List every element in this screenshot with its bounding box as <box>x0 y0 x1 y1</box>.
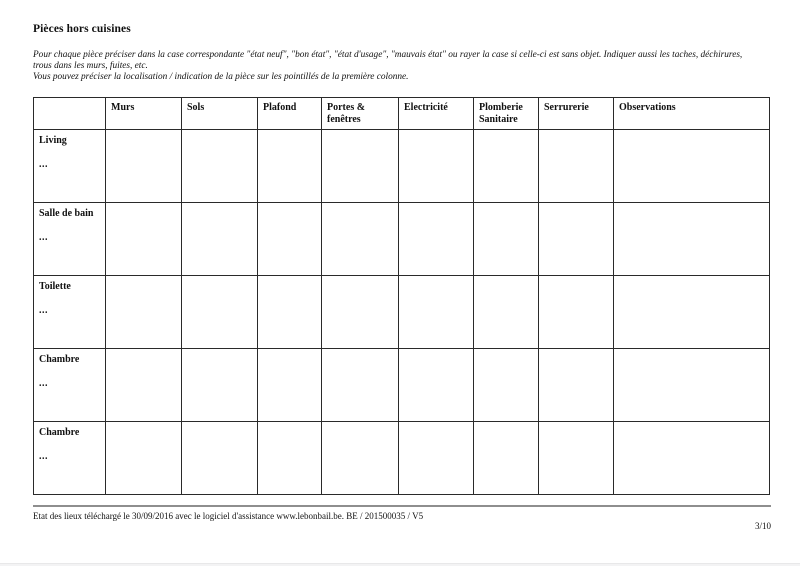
column-header-plafond: Plafond <box>258 98 322 130</box>
room-dots-placeholder: ... <box>39 451 48 462</box>
table-cell <box>106 349 182 422</box>
table-cell <box>182 422 258 495</box>
rooms-condition-table <box>33 97 770 495</box>
table-cell <box>474 349 539 422</box>
table-cell <box>258 130 322 203</box>
room-cell <box>34 130 106 203</box>
room-cell <box>34 422 106 495</box>
table-cell <box>474 203 539 276</box>
room-dots-placeholder: ... <box>39 159 48 170</box>
table-header-row <box>34 98 770 130</box>
page-number: 3/10 <box>754 521 771 531</box>
column-header-observations: Observations <box>614 98 770 130</box>
instructions-line-2: trous dans les murs, fuites, etc. <box>33 60 148 71</box>
room-dots-placeholder: ... <box>39 378 48 389</box>
table-cell <box>258 349 322 422</box>
table-cell <box>106 203 182 276</box>
column-header-sols: Sols <box>182 98 258 130</box>
table-cell <box>539 349 614 422</box>
table-cell <box>182 203 258 276</box>
room-dots-placeholder: ... <box>39 232 48 243</box>
table-cell <box>182 276 258 349</box>
table-cell <box>614 130 770 203</box>
room-cell <box>34 276 106 349</box>
table-row-chambre-1 <box>34 349 770 422</box>
table-cell <box>474 422 539 495</box>
column-header-serrurerie: Serrurerie <box>539 98 614 130</box>
column-header-murs: Murs <box>106 98 182 130</box>
table-cell <box>258 276 322 349</box>
room-label: Chambre <box>39 427 80 438</box>
table-cell <box>106 422 182 495</box>
table-cell <box>322 130 399 203</box>
column-header-room <box>34 98 106 130</box>
column-header-plomberie-sanitaire: Plomberie Sanitaire <box>474 98 539 130</box>
table-cell <box>539 422 614 495</box>
table-row-chambre-2 <box>34 422 770 495</box>
table-cell <box>322 349 399 422</box>
table-cell <box>182 130 258 203</box>
table-cell <box>399 276 474 349</box>
table-row-living <box>34 130 770 203</box>
table-cell <box>106 130 182 203</box>
table-cell <box>539 130 614 203</box>
table-cell <box>474 276 539 349</box>
room-label: Living <box>39 135 67 146</box>
footer-divider <box>33 505 771 507</box>
room-label: Toilette <box>39 281 71 292</box>
table-cell <box>322 422 399 495</box>
table-cell <box>399 130 474 203</box>
table-cell <box>539 276 614 349</box>
instructions-line-3: Vous pouvez préciser la localisation / indication de la pièce sur les pointillés de la première colonne. <box>33 71 409 82</box>
table-cell <box>614 349 770 422</box>
table-cell <box>614 203 770 276</box>
table-cell <box>474 130 539 203</box>
room-label: Salle de bain <box>39 208 94 219</box>
table-cell <box>258 422 322 495</box>
instructions-paragraph <box>33 50 742 82</box>
table-cell <box>539 203 614 276</box>
column-header-portes-fenetres: Portes & fenêtres <box>322 98 399 130</box>
table-cell <box>399 203 474 276</box>
table-cell <box>614 276 770 349</box>
footer-text: Etat des lieux téléchargé le 30/09/2016 avec le logiciel d'assistance www.lebonbail.be. BE / 201500035 / V5 <box>33 511 424 521</box>
column-header-electricite: Electricité <box>399 98 474 130</box>
table-cell <box>614 422 770 495</box>
table-cell <box>258 203 322 276</box>
room-label: Chambre <box>39 354 80 365</box>
room-dots-placeholder: ... <box>39 305 48 316</box>
page-title: Pièces hors cuisines <box>33 23 131 35</box>
table-cell <box>399 349 474 422</box>
instructions-line-1: Pour chaque pièce préciser dans la case correspondante "état neuf", "bon état", "état d'usage", "mauvais état" ou rayer la case si celle-ci est sans objet. Indiquer aussi les taches, déchirures, <box>33 50 743 60</box>
table-cell <box>322 203 399 276</box>
table-cell <box>399 422 474 495</box>
table-cell <box>322 276 399 349</box>
table-cell <box>182 349 258 422</box>
table-row-toilette <box>34 276 770 349</box>
rooms-condition-table-wrap <box>33 97 770 495</box>
table-cell <box>106 276 182 349</box>
room-cell <box>34 203 106 276</box>
table-row-salle-de-bain <box>34 203 770 276</box>
room-cell <box>34 349 106 422</box>
